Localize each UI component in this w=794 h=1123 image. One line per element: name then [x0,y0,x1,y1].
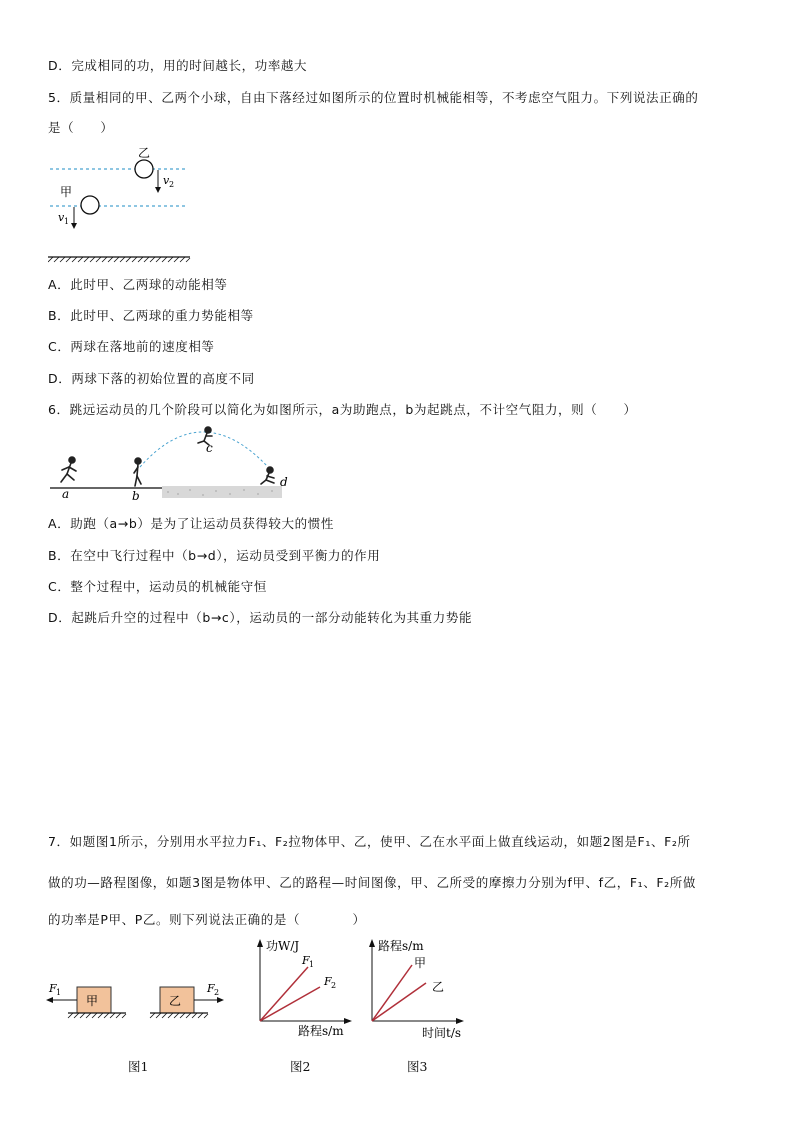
ground2-hatching [150,1013,208,1018]
point-d-label: d [280,475,288,489]
fig2-x-label: 路程s/m [298,1024,344,1038]
q4-option-d: D．完成相同的功，用的时间越长，功率越大 [48,58,308,73]
q7-fig3-distance-time-graph [362,935,482,1040]
jumper-at-b [134,458,141,486]
fig2-f2-label: F [324,975,332,988]
q6-stem: 6．跳远运动员的几个阶段可以简化为如图所示，a为助跑点，b为起跳点，不计空气阻力，则（ ） [48,402,637,417]
fig2-y-label: 功W/J [266,939,300,953]
q6-option-c: C．整个过程中，运动员的机械能守恒 [48,579,267,594]
point-b-label: b [132,489,140,503]
f1-sub: 1 [56,988,62,997]
fig2-x-arrow [344,1018,352,1024]
point-a-label: a [62,487,70,501]
fig2-line-f2 [260,987,320,1021]
fig3-caption: 图3 [407,1059,428,1074]
box-jia-label: 甲 [86,994,99,1008]
f2-sub: 2 [214,988,220,997]
q7-stem-line3: 的功率是P甲、P乙。则下列说法正确的是（ ） [48,912,366,927]
f1-label: F [49,982,57,995]
ball-jia [81,196,99,214]
box-yi-label: 乙 [169,994,182,1008]
q6-long-jump-figure [48,422,298,504]
q5-option-d: D．两球下落的初始位置的高度不同 [48,371,255,386]
v1-sub: 1 [64,217,70,226]
jumper-at-d [261,467,274,484]
fig2-f1-label: F [302,954,310,967]
q7-stem-line1: 7．如题图1所示，分别用水平拉力F₁、F₂拉物体甲、乙，使甲、乙在水平面上做直线运动，如题2图是F₁、F₂所 [48,834,691,849]
jump-trajectory [140,432,268,467]
q6-option-a: A．助跑（a→b）是为了让运动员获得较大的惯性 [48,516,334,531]
fig3-x-label: 时间t/s [422,1026,462,1040]
q5-falling-balls-figure [48,140,208,265]
ball-yi [135,160,153,178]
ground-hatching [48,257,190,262]
v1-label: v [58,211,65,224]
v1-arrow-head [71,223,77,229]
ball-jia-label: 甲 [60,185,73,199]
fig1-caption: 图1 [128,1059,149,1074]
fig2-line-f1 [260,967,308,1021]
q6-option-b: B．在空中飞行过程中（b→d），运动员受到平衡力的作用 [48,548,381,563]
v2-label: v [163,174,170,187]
fig3-x-arrow [456,1018,464,1024]
fig3-line-jia [372,965,412,1021]
q6-option-d: D．起跳后升空的过程中（b→c），运动员的一部分动能转化为其重力势能 [48,610,473,625]
q7-fig1-pulling-boxes [44,975,234,1025]
runner-at-a [61,457,76,482]
q5-option-a: A．此时甲、乙两球的动能相等 [48,277,228,292]
f2-arrow-head [217,997,224,1003]
fig3-jia-label: 甲 [414,956,427,970]
fig2-f1-sub: 1 [309,960,315,969]
fig3-yi-label: 乙 [432,980,445,994]
v2-arrow-head [155,187,161,193]
point-c-label: c [206,441,213,455]
q5-stem-line1: 5．质量相同的甲、乙两个小球，自由下落经过如图所示的位置时机械能相等，不考虑空气阻力。下列说法正确的 [48,90,699,105]
fig2-caption: 图2 [290,1059,311,1074]
v2-sub: 2 [169,180,175,189]
fig2-y-arrow [257,939,263,947]
fig3-y-arrow [369,939,375,947]
fig3-line-yi [372,983,426,1021]
ball-yi-label: 乙 [138,146,151,160]
ground1-hatching [68,1013,126,1018]
sand-pit [162,486,282,498]
q5-stem-line2: 是（ ） [48,120,114,135]
fig2-f2-sub: 2 [331,981,337,990]
q7-fig2-work-distance-graph [250,935,360,1040]
q5-option-b: B．此时甲、乙两球的重力势能相等 [48,308,254,323]
f1-arrow-head [46,997,53,1003]
fig3-y-label: 路程s/m [378,939,424,953]
q5-option-c: C．两球在落地前的速度相等 [48,339,215,354]
f2-label: F [207,982,215,995]
q7-stem-line2: 做的功—路程图像，如题3图是物体甲、乙的路程—时间图像，甲、乙所受的摩擦力分别为f甲、f乙，F₁、F₂所做 [48,875,696,890]
